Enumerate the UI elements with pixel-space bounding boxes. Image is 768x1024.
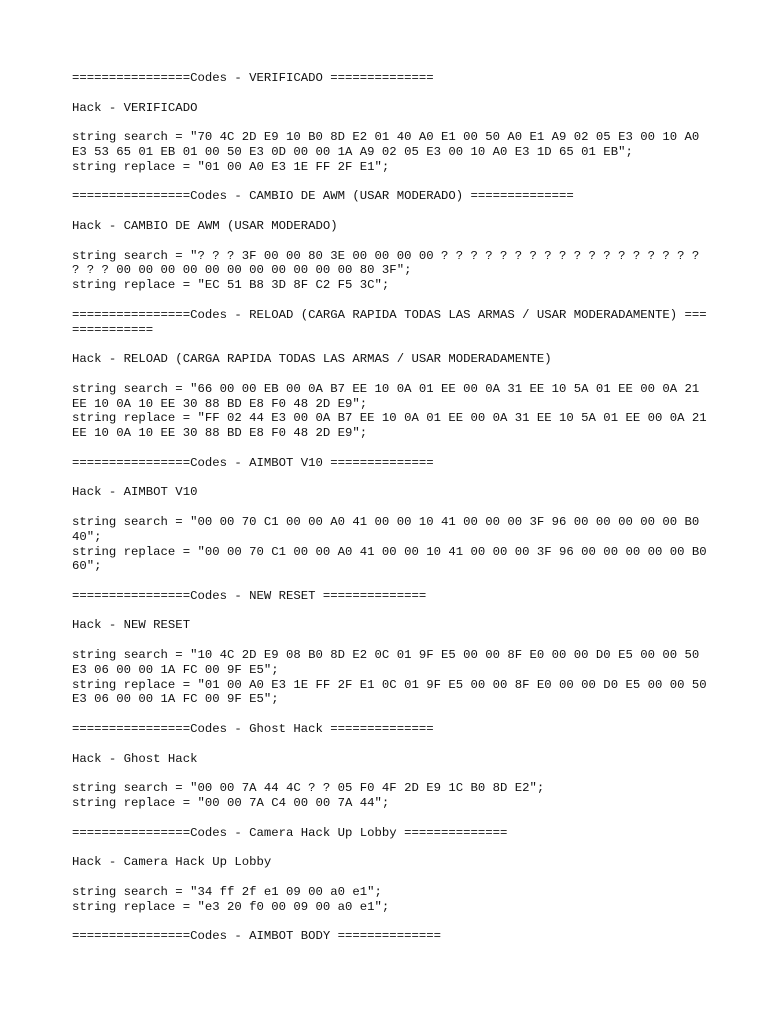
section-header: ================Codes - Camera Hack Up Lobby ============== bbox=[72, 825, 508, 840]
code-section-camera-hack bbox=[72, 826, 712, 930]
search-string: string search = "34 ff 2f e1 09 00 a0 e1"; bbox=[72, 884, 382, 899]
section-header: ================Codes - Ghost Hack ============== bbox=[72, 722, 434, 737]
hack-title: Hack - RELOAD (CARGA RAPIDA TODAS LAS ARMAS / USAR MODERADAMENTE) bbox=[72, 352, 552, 367]
code-section-verificado bbox=[72, 71, 712, 189]
replace-string: string replace = "01 00 A0 E3 1E FF 2F E1 0C 01 9F E5 00 00 8F E0 00 00 D0 E5 00 00 50 E3 06 00 00 1A FC 00 9F E5"; bbox=[72, 677, 715, 707]
code-section-reload bbox=[72, 307, 715, 456]
code-section-aimbot-body bbox=[72, 929, 712, 944]
search-string: string search = "? ? ? 3F 00 00 80 3E 00 00 00 00 ? ? ? ? ? ? ? ? ? ? ? ? ? ? ? ? ? ? ? ? ? 00 00 00 00 00 00 00 00 00 00 00 80 3F"; bbox=[72, 248, 707, 278]
search-string: string search = "00 00 70 C1 00 00 A0 41 00 00 10 41 00 00 00 3F 96 00 00 00 00 00 B0 40"; bbox=[72, 514, 707, 544]
search-string: string search = "00 00 7A 44 4C ? ? 05 F0 4F 2D E9 1C B0 8D E2"; bbox=[72, 781, 545, 796]
search-string: string search = "10 4C 2D E9 08 B0 8D E2 0C 01 9F E5 00 00 8F E0 00 00 D0 E5 00 00 50 E3 06 00 00 1A FC 00 9F E5"; bbox=[72, 648, 707, 677]
document-page bbox=[72, 71, 715, 944]
hack-title: Hack - Camera Hack Up Lobby bbox=[72, 855, 272, 870]
hack-title: Hack - VERIFICADO bbox=[72, 100, 198, 115]
code-section-aimbot-v10 bbox=[72, 455, 715, 589]
replace-string: string replace = "01 00 A0 E3 1E FF 2F E1"; bbox=[72, 159, 390, 174]
code-section-ghost-hack bbox=[72, 722, 712, 826]
code-section-new-reset bbox=[72, 588, 715, 722]
search-string: string search = "66 00 00 EB 00 0A B7 EE 10 0A 01 EE 00 0A 31 EE 10 5A 01 EE 00 0A 21 EE 10 0A 10 EE 30 88 BD E8 F0 48 2D E9"; bbox=[72, 381, 707, 411]
replace-string: string replace = "EC 51 B8 3D 8F C2 F5 3C"; bbox=[72, 278, 390, 293]
replace-string: string replace = "00 00 7A C4 00 00 7A 44"; bbox=[72, 796, 390, 811]
section-header: ================Codes - VERIFICADO ============== bbox=[72, 71, 434, 85]
replace-string: string replace = "00 00 70 C1 00 00 A0 41 00 00 10 41 00 00 00 3F 96 00 00 00 00 00 B0 60"; bbox=[72, 544, 715, 574]
hack-title: Hack - CAMBIO DE AWM (USAR MODERADO) bbox=[72, 218, 338, 233]
section-header: ================Codes - AIMBOT BODY ============== bbox=[72, 929, 441, 944]
replace-string: string replace = "e3 20 f0 00 09 00 a0 e1"; bbox=[72, 899, 390, 914]
code-section-cambio-awm bbox=[72, 189, 712, 307]
section-header: ================Codes - RELOAD (CARGA RAPIDA TODAS LAS ARMAS / USAR MODERADAMENTE) ============== bbox=[72, 307, 707, 337]
replace-string: string replace = "FF 02 44 E3 00 0A B7 EE 10 0A 01 EE 00 0A 31 EE 10 5A 01 EE 00 0A 21 EE 10 0A 10 EE 30 88 BD E8 F0 48 2D E9"; bbox=[72, 411, 715, 441]
section-header: ================Codes - AIMBOT V10 ============== bbox=[72, 455, 434, 470]
search-string: string search = "70 4C 2D E9 10 B0 8D E2 01 40 A0 E1 00 50 A0 E1 A9 02 05 E3 00 10 A0 E3 53 65 01 EB 01 00 50 E3 0D 00 00 1A A9 02 05 E3 00 10 A0 E3 1D 65 01 EB"; bbox=[72, 130, 707, 159]
hack-title: Hack - Ghost Hack bbox=[72, 751, 198, 766]
hack-title: Hack - AIMBOT V10 bbox=[72, 485, 198, 500]
hack-title: Hack - NEW RESET bbox=[72, 618, 191, 633]
section-header: ================Codes - NEW RESET ============== bbox=[72, 588, 427, 603]
section-header: ================Codes - CAMBIO DE AWM (USAR MODERADO) ============== bbox=[72, 189, 574, 204]
